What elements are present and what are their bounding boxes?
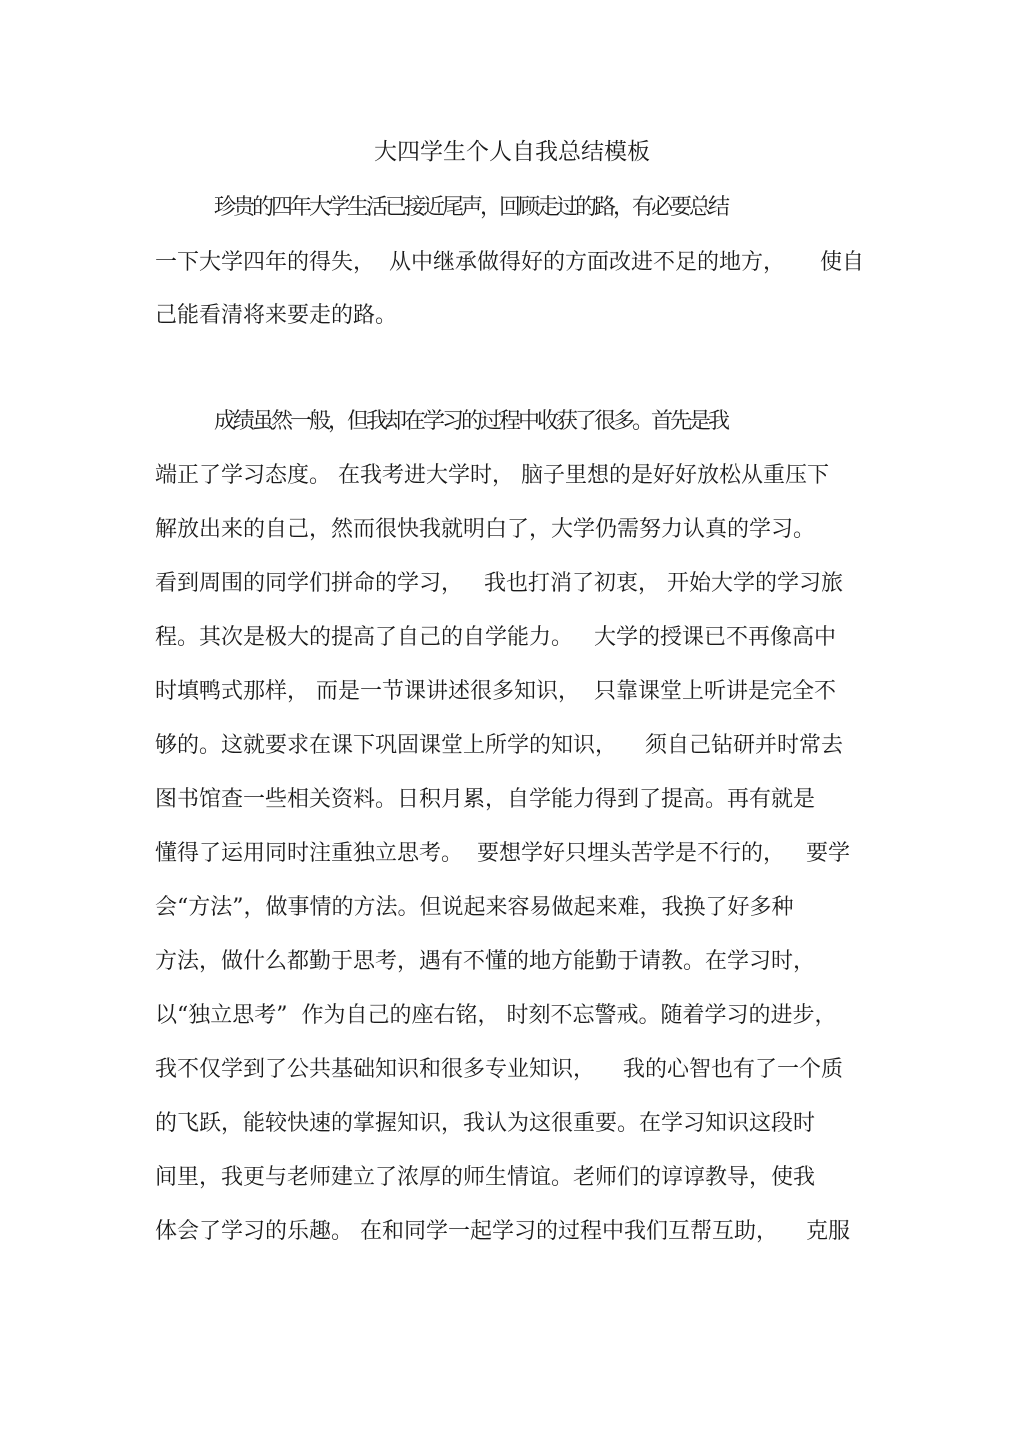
paragraph-2-line-5: 程。其次是极大的提高了自己的自学能力。 大学的授课已不再像高中 — [155, 625, 836, 650]
paragraph-2-line-14: 的飞跃，能较快速的掌握知识，我认为这很重要。在学习知识这段时 — [155, 1111, 816, 1136]
paragraph-2-line-15: 间里，我更与老师建立了浓厚的师生情谊。老师们的谆谆教导，使我 — [155, 1165, 816, 1190]
paragraph-2-line-1: 成绩虽然一般，但我却在学习的过程中收获了很多。首先是我 — [214, 409, 728, 434]
paragraph-2-line-13: 我不仅学到了公共基础知识和很多专业知识， 我的心智也有了一个质 — [155, 1057, 843, 1082]
paragraph-2-line-3: 解放出来的自己，然而很快我就明白了，大学仍需努力认真的学习。 — [155, 517, 816, 542]
paragraph-2-line-7: 够的。这就要求在课下巩固课堂上所学的知识， 须自己钻研并时常去 — [155, 733, 843, 758]
paragraph-2-line-9: 懂得了运用同时注重独立思考。 要想学好只埋头苦学是不行的， 要学 — [155, 841, 850, 866]
paragraph-2-line-6: 时填鸭式那样， 而是一节课讲述很多知识， 只靠课堂上听讲是完全不 — [155, 679, 836, 704]
paragraph-2-line-10: 会“方法”，做事情的方法。但说起来容易做起来难，我换了好多种 — [155, 895, 794, 920]
paragraph-1-line-3: 己能看清将来要走的路。 — [155, 303, 398, 328]
paragraph-2-line-2: 端正了学习态度。 在我考进大学时， 脑子里想的是好好放松从重压下 — [155, 463, 829, 488]
paragraph-2-line-12: 以“独立思考” 作为自己的座右铭， 时刻不忘警戒。随着学习的进步， — [155, 1003, 837, 1028]
paragraph-1-line-1: 珍贵的四年大学生活已接近尾声，回顾走过的路，有必要总结 — [214, 195, 728, 220]
paragraph-2-line-16: 体会了学习的乐趣。 在和同学一起学习的过程中我们互帮互助， 克服 — [155, 1219, 850, 1244]
paragraph-1-line-2: 一下大学四年的得失， 从中继承做得好的方面改进不足的地方， 使自 — [155, 250, 864, 275]
paragraph-2-line-11: 方法，做什么都勤于思考，遇有不懂的地方能勤于请教。在学习时， — [155, 949, 816, 974]
paragraph-2-line-8: 图书馆查一些相关资料。日积月累，自学能力得到了提高。再有就是 — [155, 787, 816, 812]
paragraph-2-line-4: 看到周围的同学们拼命的学习， 我也打消了初衷， 开始大学的学习旅 — [155, 571, 843, 596]
document-title: 大四学生个人自我总结模板 — [374, 139, 650, 165]
